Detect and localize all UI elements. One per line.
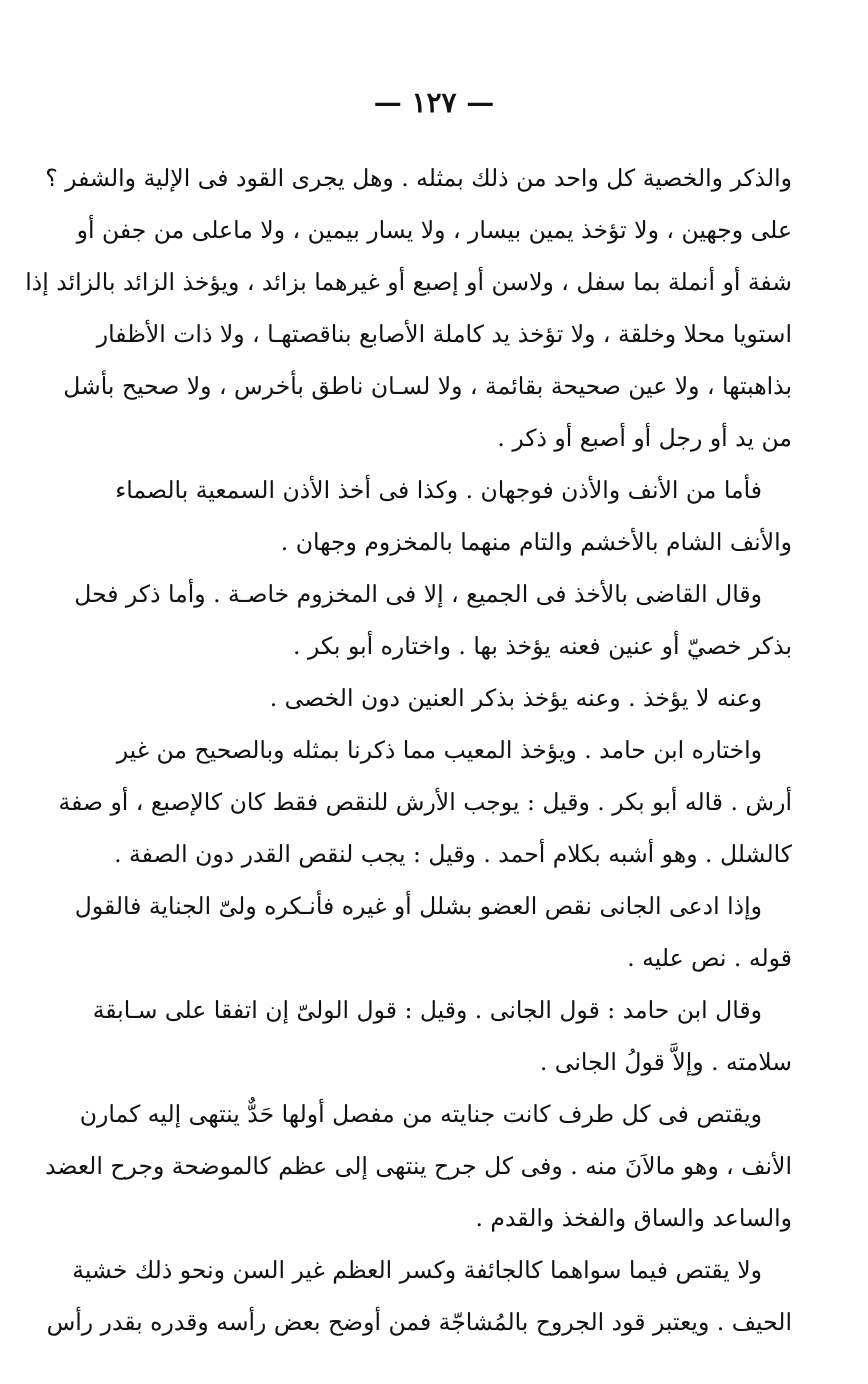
text-line: من يد أو رجل أو أصبع أو ذكر .	[497, 424, 792, 452]
text-line: على وجهين ، ولا تؤخذ يمين بيسار ، ولا يسار بيمين ، ولا ماعلى من جفن أو	[76, 216, 792, 244]
text-line: كالشلل . وهو أشبه بكلام أحمد . وقيل : يجب لنقص القدر دون الصفة .	[114, 840, 792, 868]
text-line: الأنف ، وهو مالاَنَ منه . وفى كل جرح ينتهى إلى عظم كالموضحة وجرح العضد	[45, 1152, 792, 1180]
text-line: وقال ابن حامد : قول الجانى . وقيل : قول الولىّ إن اتفقا على سـابقة	[92, 996, 762, 1024]
text-line: والذكر والخصية كل واحد من ذلك بمثله . وهل يجرى القود فى الإلية والشفر ؟	[45, 164, 792, 192]
text-line: بذاهبتها ، ولا عين صحيحة بقائمة ، ولا لسـان ناطق بأخرس ، ولا صحيح بأشل	[63, 372, 792, 400]
text-line: ويقتص فى كل طرف كانت جنايته من مفصل أولها حَدٌّ ينتهى إليه كمارن	[79, 1100, 762, 1128]
text-line: سلامته . وإلاَّ قولُ الجانى .	[539, 1048, 792, 1076]
text-line: شفة أو أنملة بما سفل ، ولاسن أو إصبع أو غيرهما بزائد ، ويؤخذ الزائد بالزائد إذا	[25, 268, 792, 296]
text-line: وإذا ادعى الجانى نقص العضو بشلل أو غيره فأنـكره ولىّ الجناية فالقول	[74, 892, 762, 920]
page-number: — ١٢٧ —	[373, 86, 495, 119]
text-line: ولا يقتص فيما سواهما كالجائفة وكسر العظم غير السن ونحو ذلك خشية	[72, 1256, 762, 1284]
text-line: وقال القاضى بالأخذ فى الجميع ، إلا فى المخزوم خاصـة . وأما ذكر فحل	[74, 580, 762, 608]
body-text	[25, 152, 792, 1348]
text-line: والساعد والساق والفخذ والقدم .	[475, 1204, 792, 1232]
text-line: أرش . قاله أبو بكر . وقيل : يوجب الأرش للنقص فقط كان كالإصبع ، أو صفة	[58, 788, 792, 816]
text-line: قوله . نص عليه .	[627, 944, 792, 972]
text-line: وعنه لا يؤخذ . وعنه يؤخذ بذكر العنين دون الخصى .	[269, 684, 762, 712]
text-line: فأما من الأنف والأذن فوجهان . وكذا فى أخذ الأذن السمعية بالصماء	[115, 476, 762, 504]
text-line: استويا محلا وخلقة ، ولا تؤخذ يد كاملة الأصابع بناقصتهـا ، ولا ذات الأظفار	[96, 320, 792, 348]
text-line: واختاره ابن حامد . ويؤخذ المعيب مما ذكرنا بمثله وبالصحيح من غير	[116, 736, 762, 764]
text-line: بذكر خصيّ أو عنين فعنه يؤخذ بها . واختاره أبو بكر .	[293, 632, 792, 660]
text-line: والأنف الشام بالأخشم والتام منهما بالمخزوم وجهان .	[280, 528, 792, 556]
text-line: الحيف . ويعتبر قود الجروح بالمُشاجّة فمن أوضح بعض رأسه وقدره بقدر رأس	[46, 1308, 792, 1336]
